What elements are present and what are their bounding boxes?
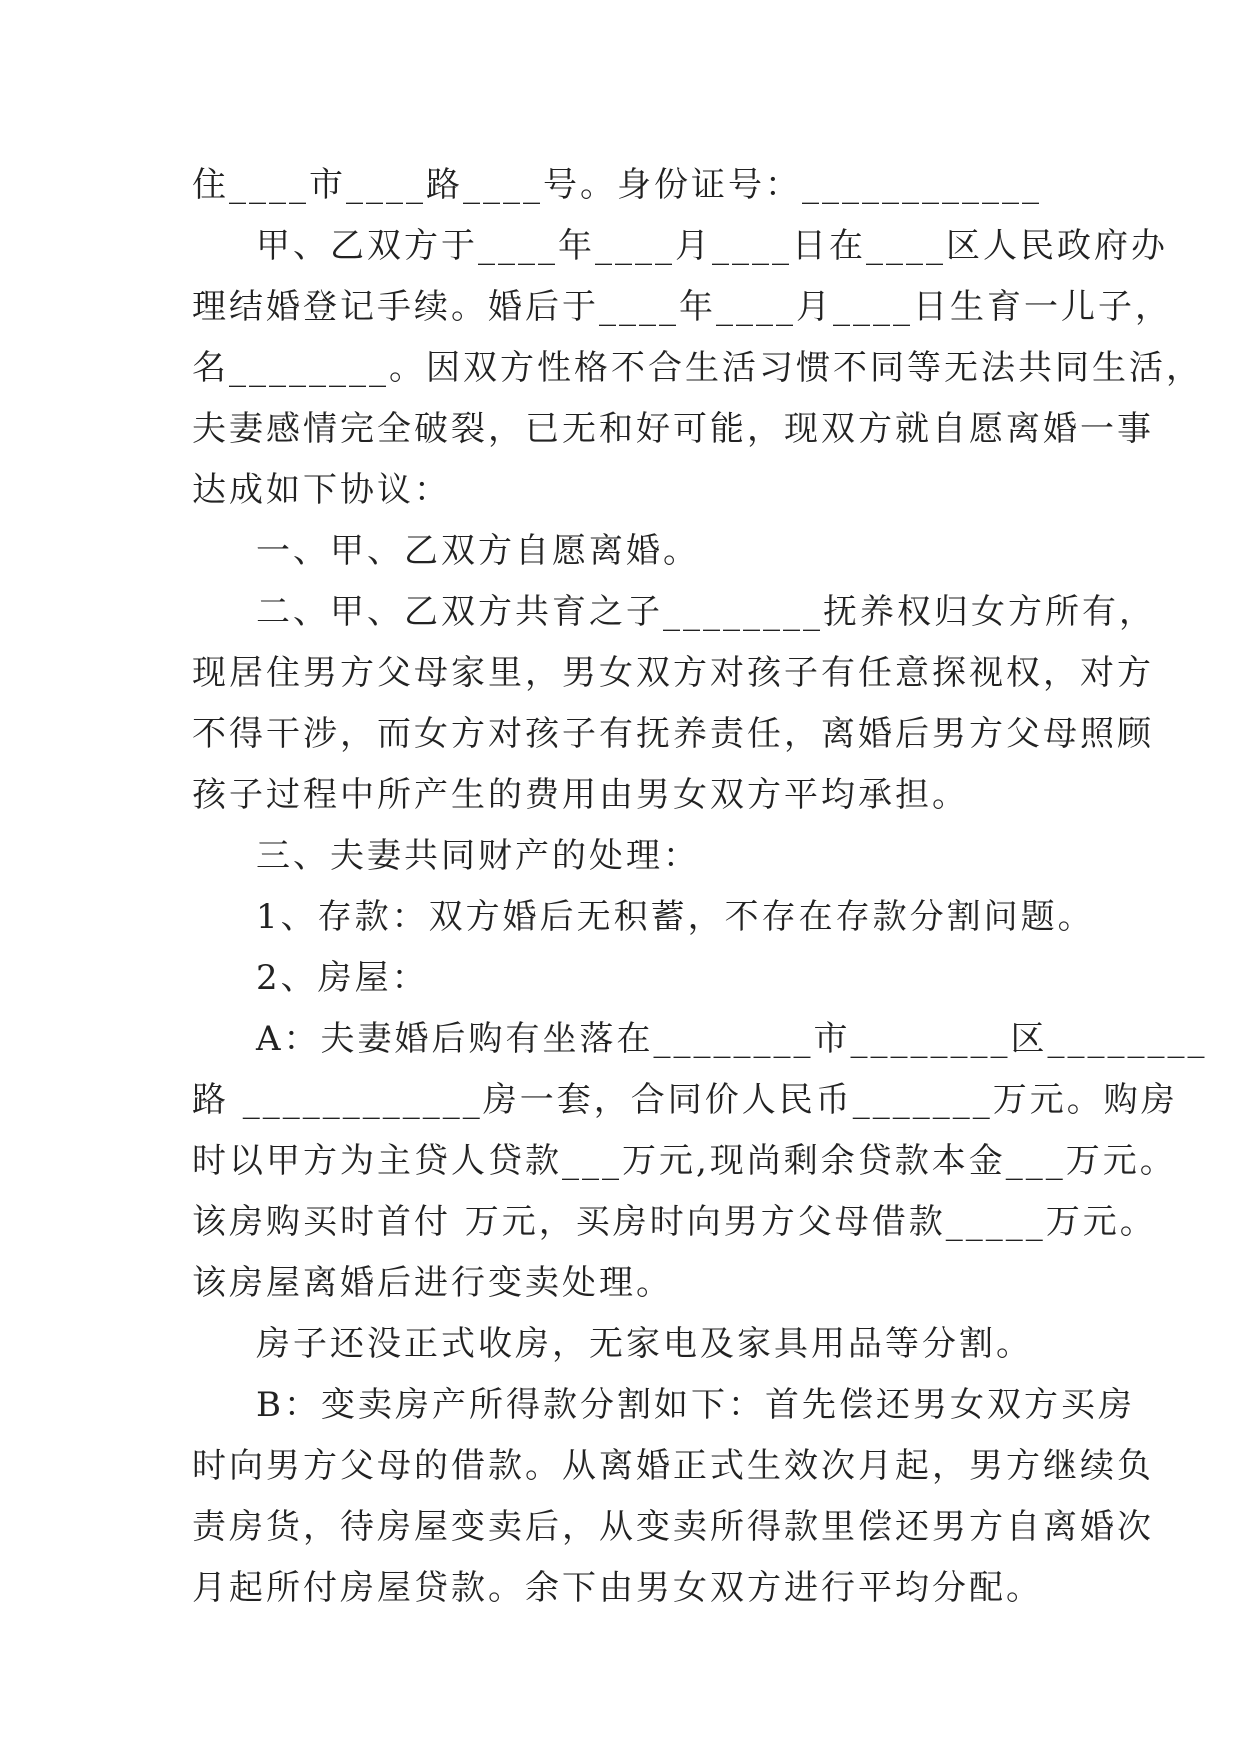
text-line: 二、甲、乙双方共育之子________抚养权归女方所有， [256, 592, 1156, 632]
text-line: 房子还没正式收房，无家电及家具用品等分割。 [256, 1324, 1033, 1364]
text-line: 达成如下协议： [192, 470, 451, 510]
text-line: A：夫妻婚后购有坐落在________市________区________ [256, 1019, 1208, 1059]
text-line: 责房货，待房屋变卖后，从变卖所得款里偿还男方自离婚次 [192, 1507, 1154, 1547]
text-line: 该房屋离婚后进行变卖处理。 [192, 1263, 673, 1303]
text-line: 夫妻感情完全破裂，已无和好可能，现双方就自愿离婚一事 [192, 409, 1154, 449]
text-line: 不得干涉，而女方对孩子有抚养责任，离婚后男方父母照顾 [192, 714, 1154, 754]
text-line: 现居住男方父母家里，男女双方对孩子有任意探视权，对方 [192, 653, 1154, 693]
text-line: 三、夫妻共同财产的处理： [256, 836, 700, 876]
text-line: 孩子过程中所产生的费用由男女双方平均承担。 [192, 775, 969, 815]
text-line: B：变卖房产所得款分割如下：首先偿还男女双方买房 [256, 1385, 1135, 1425]
text-line: 理结婚登记手续。婚后于____年____月____日生育一儿子， [192, 287, 1172, 327]
text-line: 1、存款：双方婚后无积蓄，不存在存款分割问题。 [256, 897, 1095, 937]
text-line: 该房购买时首付 万元，买房时向男方父母借款_____万元。 [192, 1202, 1157, 1242]
text-line: 时以甲方为主贷人贷款___万元,现尚剩余贷款本金___万元。 [192, 1141, 1177, 1181]
text-line: 住____市____路____号。身份证号：____________ [192, 165, 1042, 205]
text-line: 月起所付房屋贷款。余下由男女双方进行平均分配。 [192, 1568, 1043, 1608]
text-line: 时向男方父母的借款。从离婚正式生效次月起，男方继续负 [192, 1446, 1154, 1486]
text-line: 甲、乙双方于____年____月____日在____区人民政府办 [256, 226, 1168, 266]
text-line: 一、甲、乙双方自愿离婚。 [256, 531, 700, 571]
document-body [192, 155, 1208, 1619]
text-line: 路 ____________房一套，合同价人民币_______万元。购房 [192, 1080, 1178, 1120]
text-line: 名________。因双方性格不合生活习惯不同等无法共同生活， [192, 348, 1203, 388]
text-line: 2、房屋： [256, 958, 429, 998]
